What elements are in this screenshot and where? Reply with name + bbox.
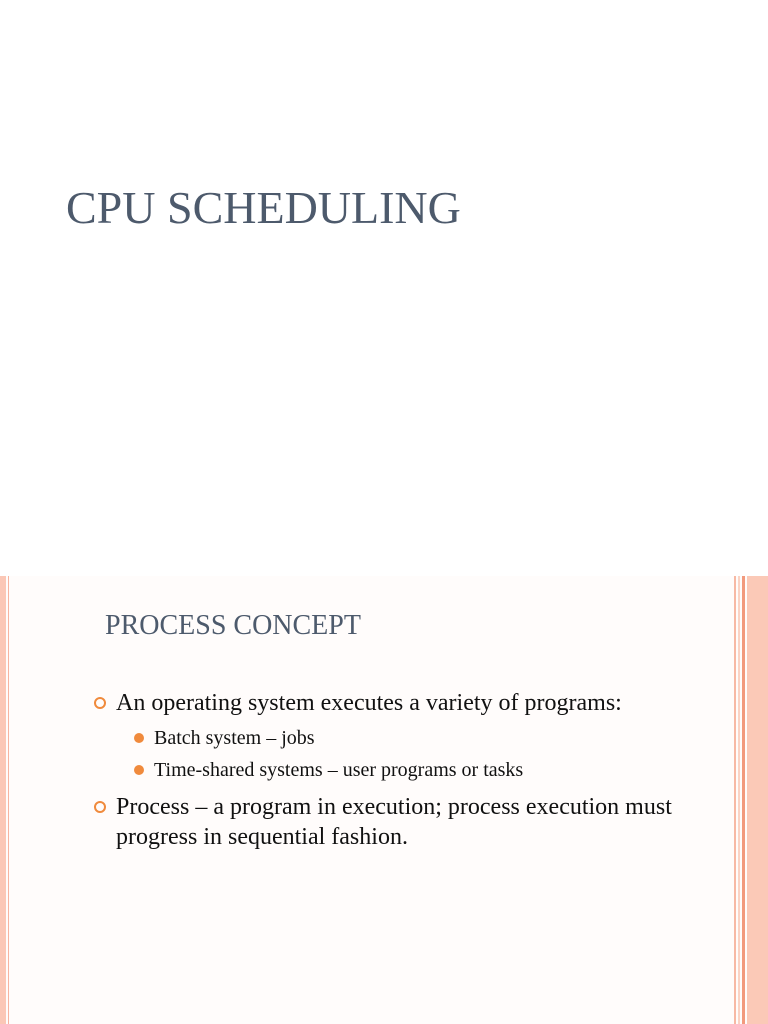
bullet-text: Process – a program in execution; process execution must progress in sequential fashion.	[116, 794, 672, 850]
sub-bullet-text: Batch system – jobs	[154, 727, 315, 749]
left-border-line	[8, 576, 9, 1024]
bullet-text: An operating system executes a variety of programs:	[116, 690, 622, 716]
list-item	[92, 688, 712, 786]
dot-bullet-icon	[134, 733, 144, 743]
right-border-decoration	[734, 576, 768, 1024]
left-border-decoration	[0, 576, 6, 1024]
ring-bullet-icon	[94, 697, 106, 709]
list-item	[92, 792, 712, 852]
sub-bullet-text: Time-shared systems – user programs or tasks	[154, 759, 524, 781]
content-slide	[0, 576, 768, 1024]
slide-title: CPU SCHEDULING	[66, 182, 461, 233]
slide-heading: PROCESS CONCEPT	[105, 610, 361, 641]
dot-bullet-icon	[134, 765, 144, 775]
ring-bullet-icon	[94, 801, 106, 813]
sub-bullet-list	[116, 722, 712, 786]
bullet-list	[92, 688, 712, 854]
sub-list-item	[124, 722, 712, 754]
sub-list-item	[124, 754, 712, 786]
